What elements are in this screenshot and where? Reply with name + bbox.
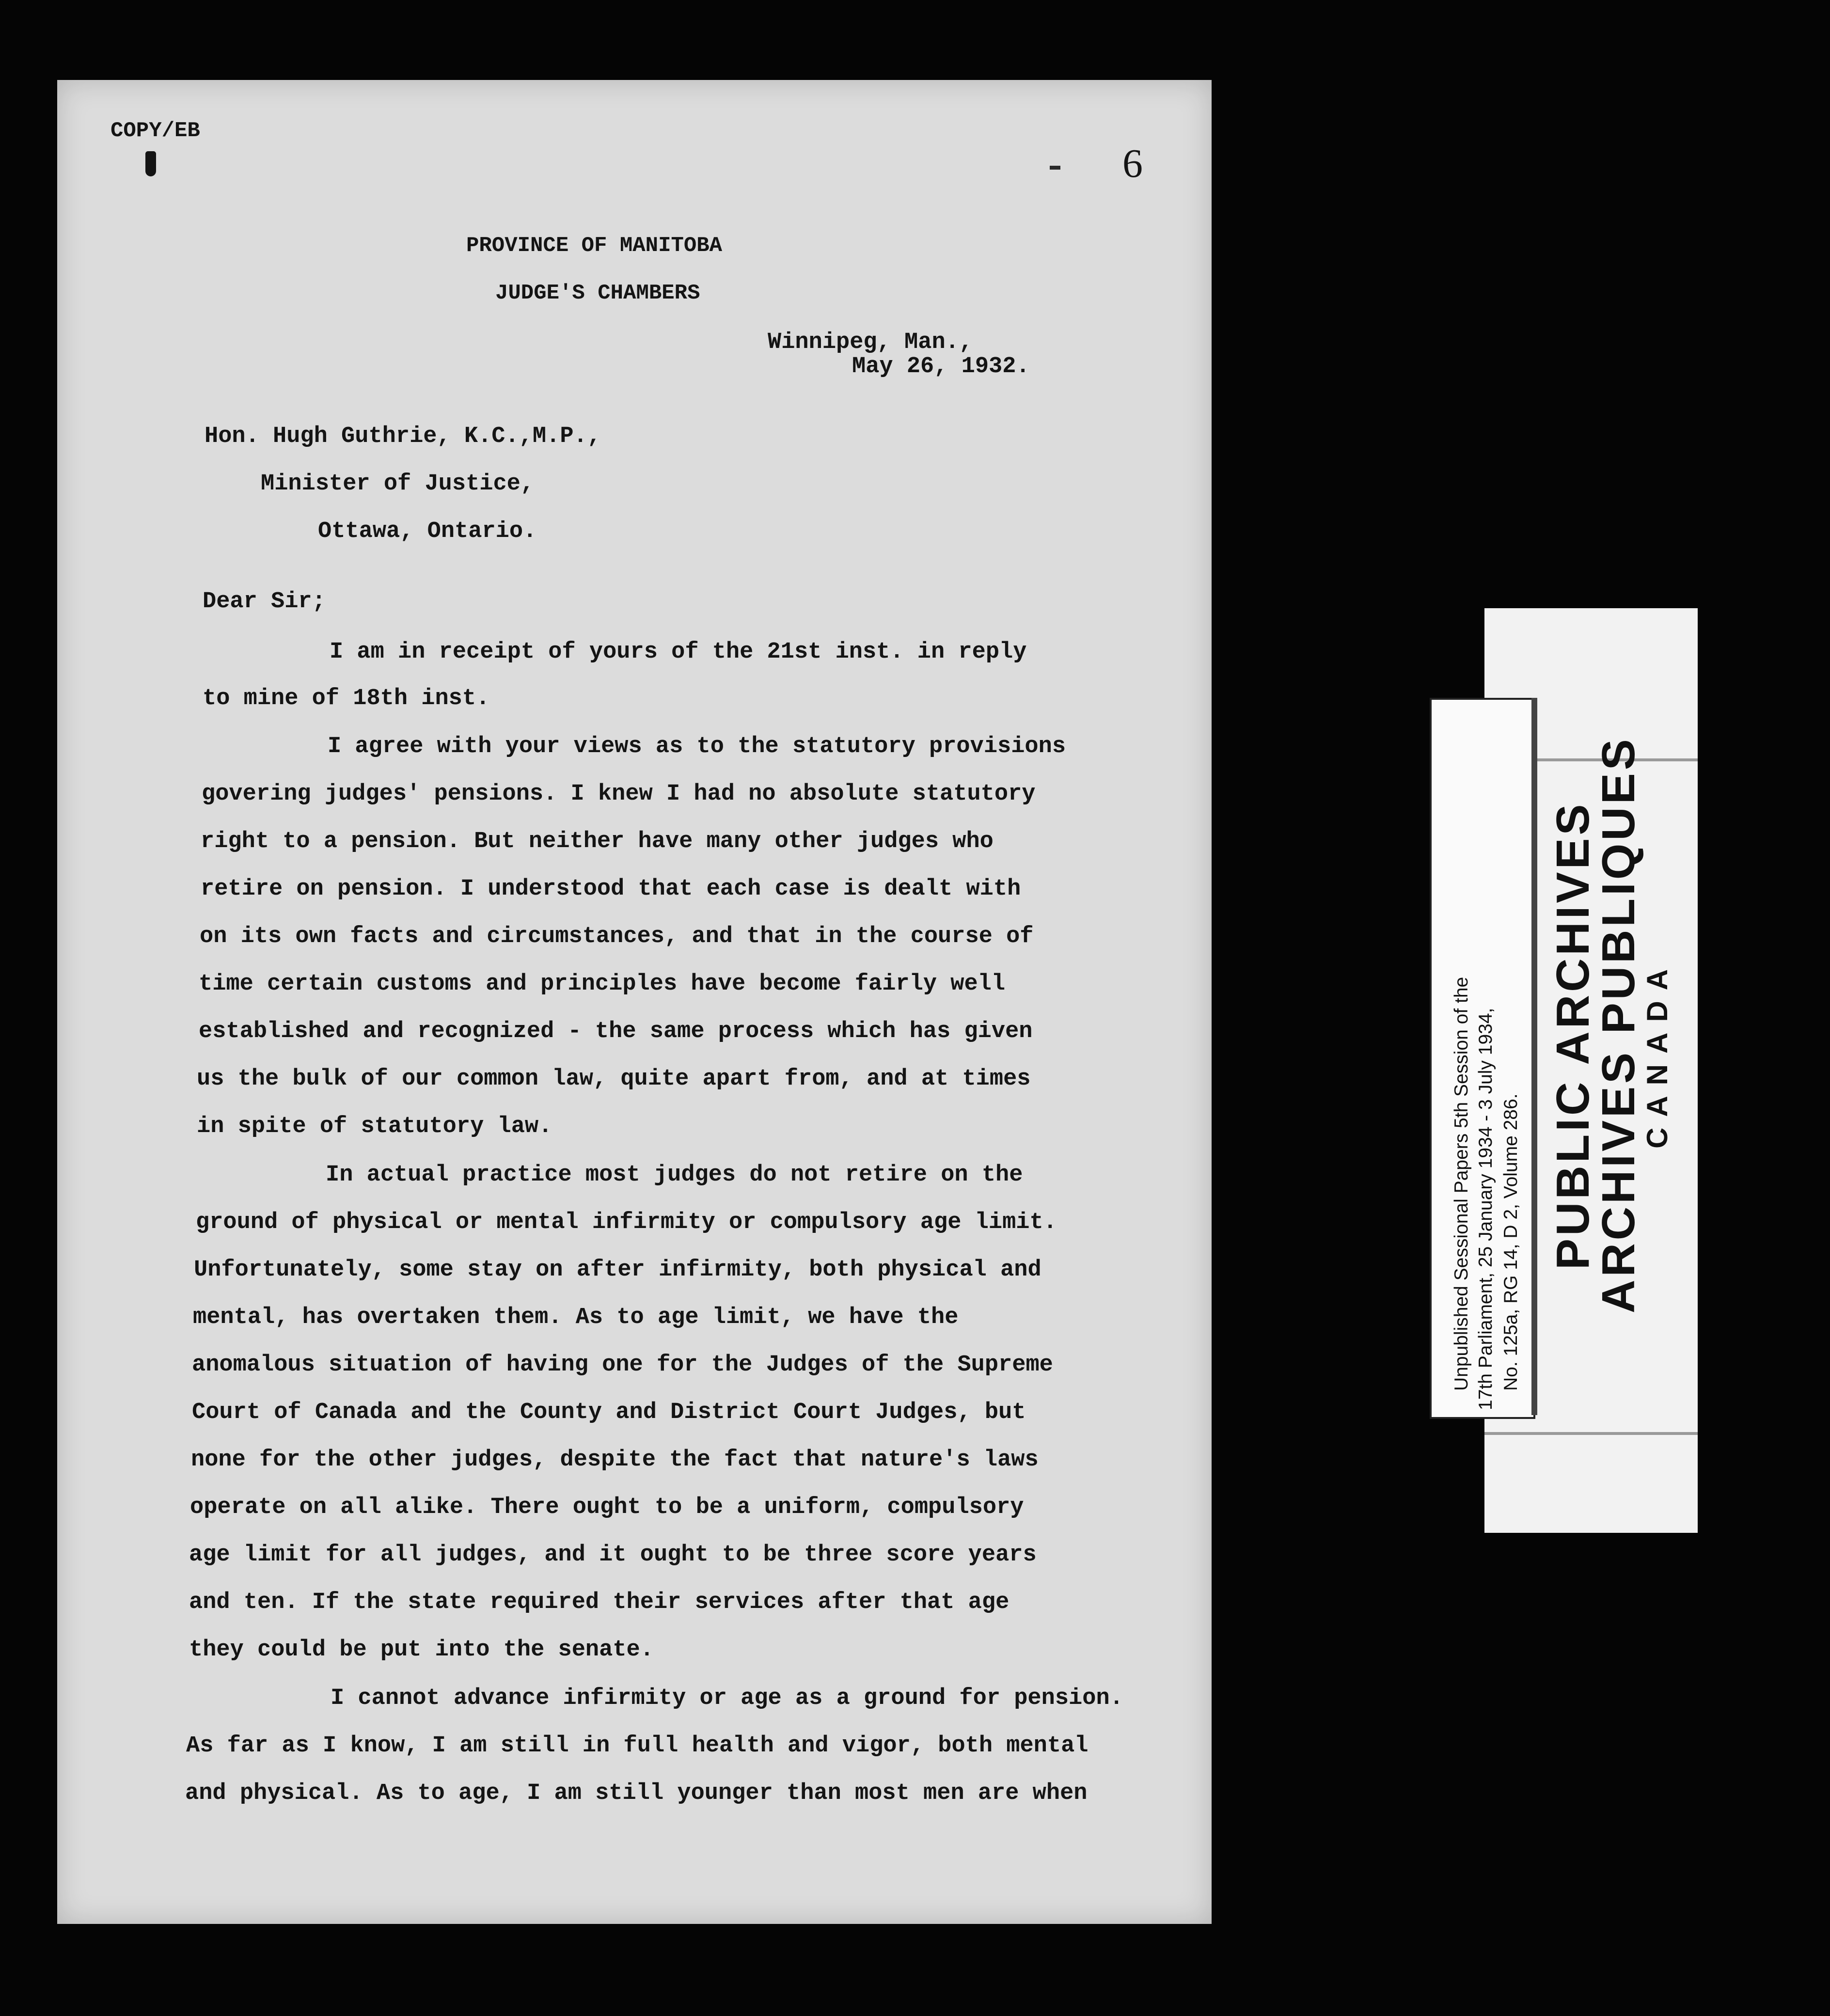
addressee-name: Hon. Hugh Guthrie, K.C.,M.P.,	[205, 424, 601, 449]
body-line: established and recognized - the same process which has given	[199, 1019, 1033, 1044]
body-line: they could be put into the senate.	[189, 1637, 654, 1663]
body-line: us the bulk of our common law, quite apart from, and at times	[197, 1066, 1031, 1092]
page-number: 6	[1122, 141, 1143, 186]
body-line: time certain customs and principles have become fairly well	[199, 971, 1006, 997]
body-line: anomalous situation of having one for the Judges of the Supreme	[192, 1352, 1053, 1378]
body-line: retire on pension. I understood that each case is dealt with	[201, 876, 1021, 902]
salutation: Dear Sir;	[203, 589, 326, 614]
body-line: I agree with your views as to the statutory provisions	[328, 734, 1066, 759]
letterhead-province: PROVINCE OF MANITOBA	[466, 234, 723, 258]
archive-stamp-canada: CANADA	[1641, 959, 1673, 1149]
dateline-place: Winnipeg, Man.,	[768, 330, 973, 355]
letterhead-chambers: JUDGE'S CHAMBERS	[495, 281, 700, 305]
card-text-line: Unpublished Sessional Papers 5th Session of the	[1451, 976, 1472, 1391]
dateline-date: May 26, 1932.	[852, 354, 1030, 379]
body-line: I cannot advance infirmity or age as a ground for pension.	[331, 1685, 1123, 1711]
copy-mark: COPY/EB	[110, 119, 200, 143]
body-line: Court of Canada and the County and District Court Judges, but	[192, 1400, 1026, 1425]
body-line: in spite of statutory law.	[197, 1114, 552, 1139]
body-line: none for the other judges, despite the fact that nature's laws	[191, 1447, 1039, 1473]
body-line: As far as I know, I am still in full health and vigor, both mental	[186, 1733, 1089, 1759]
body-line: and physical. As to age, I am still younger than most men are when	[185, 1780, 1088, 1806]
body-line: Unfortunately, some stay on after infirmity, both physical and	[194, 1257, 1041, 1283]
card-edge	[1531, 698, 1537, 1415]
body-line: ground of physical or mental infirmity or compulsory age limit.	[196, 1210, 1057, 1235]
body-line: mental, has overtaken them. As to age limit, we have the	[193, 1305, 959, 1330]
card-text-line: No. 125a, RG 14, D 2, Volume 286.	[1500, 1093, 1521, 1391]
body-line: operate on all alike. There ought to be a uniform, compulsory	[190, 1495, 1024, 1520]
body-line: age limit for all judges, and it ought to be three score years	[189, 1542, 1037, 1568]
addressee-city: Ottawa, Ontario.	[318, 519, 537, 544]
body-line: and ten. If the state required their services after that age	[189, 1590, 1010, 1615]
body-line: In actual practice most judges do not retire on the	[326, 1162, 1023, 1188]
body-line: govering judges' pensions. I knew I had no absolute statutory	[202, 781, 1036, 807]
body-line: right to a pension. But neither have many other judges who	[201, 829, 994, 854]
body-line: I am in receipt of yours of the 21st inst. in reply	[330, 639, 1027, 665]
card-text-line: 17th Parliament, 25 January 1934 - 3 July 1934,	[1475, 1008, 1496, 1410]
archive-stamp-publiques: ARCHIVES PUBLIQUES	[1593, 736, 1644, 1313]
archive-stamp-public: PUBLIC ARCHIVES	[1547, 801, 1599, 1270]
body-line: on its own facts and circumstances, and that in the course of	[200, 924, 1034, 949]
pencil-mark	[1050, 166, 1060, 170]
addressee-title: Minister of Justice,	[261, 471, 535, 497]
body-line: to mine of 18th inst.	[203, 686, 490, 711]
ink-mark	[145, 151, 156, 176]
